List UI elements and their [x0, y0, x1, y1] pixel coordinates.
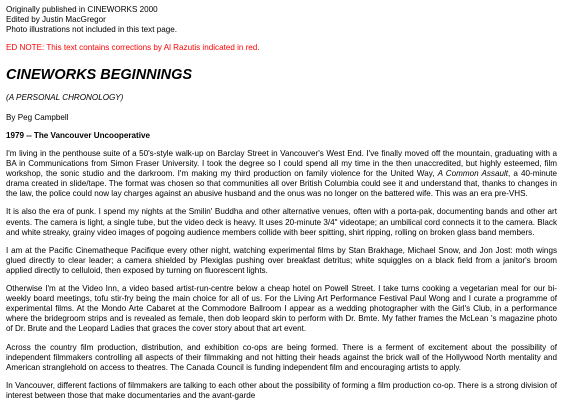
paragraph-2: It is also the era of punk. I spend my nights at the Smilin' Buddha and other alternative venues, often with a porta-pak, documenting bands and other art events. The camera is light, a single tube, but the video deck is heavy. It uses 20-minute 3/4" videotape; an umbilical cord connects it to the camera. Black and white streaky, grainy video images of pogoing audience members collide with beer spitting, shirt ripping, rolling on broken glass band members.: [6, 207, 557, 237]
editor-line: Edited by Justin MacGregor: [6, 15, 106, 24]
publication-note: [6, 5, 556, 35]
article-title: CINEWORKS BEGINNINGS: [6, 67, 193, 83]
paragraph-6: In Vancouver, different factions of filmmakers are talking to each other about the possibility of forming a film production co-op. There is a strong division of interest between those that make documentaries and the avant-garde: [6, 380, 557, 400]
paragraph-1-text: I'm living in the penthouse suite of a 50's-style walk-up on Barclay Street in Vancouver's West End. I've finally moved off the mountain, graduating with a BA in Communications from Simon Fraser University. I took the degree so I could spend all my time in the then unaccredited, but highly esteemed, film workshop, the sonic studio and the darkroom. I'm making my third production on family violence for the United Way,: [6, 149, 557, 179]
article-subtitle: (A PERSONAL CHRONOLOGY): [6, 93, 124, 102]
section-heading: 1979 -- The Vancouver Uncooperative: [6, 131, 150, 140]
production-title: A Common Assault: [437, 169, 508, 179]
editor-note: ED NOTE: This text contains corrections by Al Razutis indicated in red.: [6, 43, 260, 52]
paragraph-3: I am at the Pacific Cinematheque Pacifique every other night, watching experimental films by Stan Brakhage, Michael Snow, and Jon Jost: moth wings glued directly to clear leader; a camera shielded by Plexiglas pushing over breakfast detritus; white squiggles on a black field from a janitor's broom applied directly to celluloid, then exposed by turning on fluorescent lights.: [6, 245, 557, 275]
paragraph-1: [6, 149, 557, 199]
paragraph-5: Across the country film production, distribution, and exhibition co-ops are being formed. There is a ferment of excitement about the possibility of independent filmmakers controlling all aspects of their filmmaking and not hitting their heads against the brick wall of the Hollywood North mentality and American stranglehold on access to theatres. The Canada Council is funding independent film and encouraging artists to apply.: [6, 342, 557, 372]
publication-line: Originally published in CINEWORKS 2000: [6, 5, 158, 14]
paragraph-1-text-cont: , a 40-minute drama created in slide/tape. The format was chosen so that communities all over British Columbia could see it and understand that, thanks to changes in the law, the police could now lay charges against an abusive husband and the onus was no longer on the battered wife. This was an era pre-VHS.: [6, 169, 557, 199]
paragraph-4: Otherwise I'm at the Video Inn, a video based artist-run-centre below a cheap hotel on Powell Street. I take turns cooking a vegetarian meal for our bi-weekly board meetings, tofu stir-fry being the main choice for all of us. For the Living Art Performance Festival Paul Wong and I curate a programme of experimental films. At the Mondo Arte Cabaret at the Commodore Ballroom I appear as a wedding photographer with the Girl's Club, in a performance where the bridegroom strips and is revealed as female, then dob leopard skin to perform with Dr. Bmte. My father frames the McLean 's magazine photo of Dr. Brute and the Leopard Ladies that graces the cover story about that art event.: [6, 284, 557, 334]
photo-note-line: Photo illustrations not included in this text page.: [6, 25, 177, 34]
byline: By Peg Campbell: [6, 113, 69, 122]
